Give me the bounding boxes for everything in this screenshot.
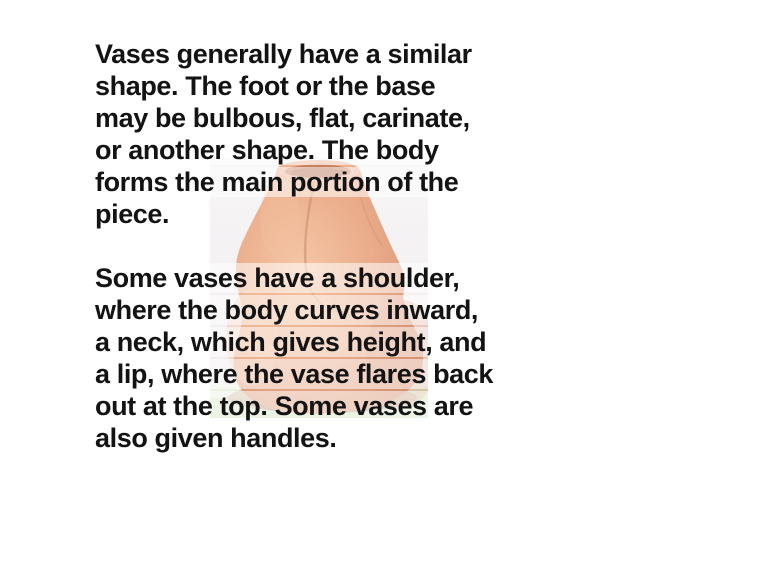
- paragraph-2-text: Some vases have a shoulder, where the body curves inward, a neck, which gives height, and a lip, where the vase flares back out at the top. Some vases are also given handles.: [92, 263, 496, 453]
- caption-text: [92, 38, 496, 454]
- paragraph-1-text: Vases generally have a similar shape. The foot or the base may be bulbous, flat, carinate, or another shape. The body forms the main portion of the piece.: [92, 39, 475, 229]
- paragraph-2: [92, 262, 496, 454]
- paragraph-1: [92, 38, 496, 230]
